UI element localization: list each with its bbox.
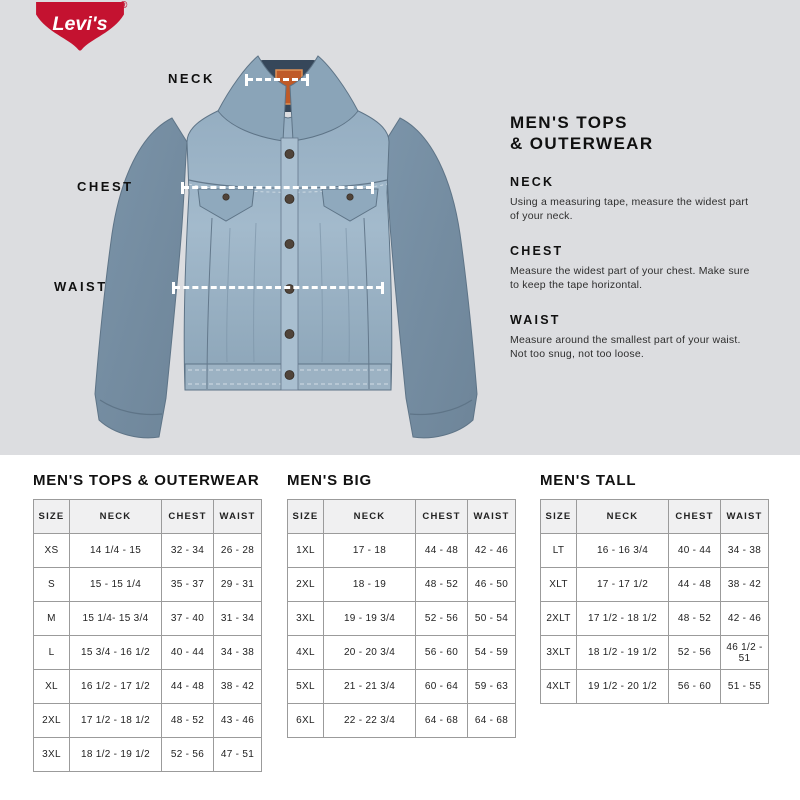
measurement-cell: 31 - 34: [214, 602, 262, 636]
column-header: CHEST: [162, 500, 214, 534]
table-block-tall: [540, 472, 769, 704]
table-title: MEN'S TOPS & OUTERWEAR: [33, 472, 260, 489]
size-cell: 4XL: [288, 636, 324, 670]
measurement-cell: 40 - 44: [162, 636, 214, 670]
column-header: SIZE: [288, 500, 324, 534]
table-header-row: [34, 500, 262, 534]
measurement-cell: 40 - 44: [669, 534, 721, 568]
size-row: [541, 602, 769, 636]
measurement-cell: 17 - 18: [324, 534, 416, 568]
measurement-cell: 38 - 42: [721, 568, 769, 602]
measurement-cell: 48 - 52: [416, 568, 468, 602]
size-table-tall: [540, 499, 769, 704]
size-cell: 2XLT: [541, 602, 577, 636]
measurement-cell: 59 - 63: [468, 670, 516, 704]
measurement-cell: 15 1/4- 15 3/4: [70, 602, 162, 636]
measurement-cell: 17 1/2 - 18 1/2: [577, 602, 669, 636]
size-cell: LT: [541, 534, 577, 568]
guide-section-chest: [510, 244, 775, 292]
guide-body: Measure the widest part of your chest. Make sure to keep the tape horizontal.: [510, 265, 750, 291]
waist-measure-line: [174, 286, 382, 289]
table-block-tops-outerwear: [33, 472, 262, 772]
measurement-cell: 56 - 60: [416, 636, 468, 670]
measurement-cell: 52 - 56: [416, 602, 468, 636]
jacket-placket: [281, 138, 298, 390]
jacket-left-sleeve: [95, 118, 187, 438]
measurement-cell: 44 - 48: [416, 534, 468, 568]
measurement-cell: 22 - 22 3/4: [324, 704, 416, 738]
table-block-big: [287, 472, 516, 738]
measurement-cell: 34 - 38: [721, 534, 769, 568]
measurement-cell: 52 - 56: [162, 738, 214, 772]
guide-title: [510, 112, 775, 154]
table-title: MEN'S TALL: [540, 472, 637, 489]
measurement-cell: 56 - 60: [669, 670, 721, 704]
measurement-cell: 19 1/2 - 20 1/2: [577, 670, 669, 704]
column-header: CHEST: [416, 500, 468, 534]
measurement-cell: 48 - 52: [162, 704, 214, 738]
table-header-row: [288, 500, 516, 534]
chest-callout-label: CHEST: [77, 179, 134, 194]
size-cell: 2XL: [288, 568, 324, 602]
measurement-cell: 52 - 56: [669, 636, 721, 670]
measurement-cell: 44 - 48: [669, 568, 721, 602]
size-table-big: [287, 499, 516, 738]
guide-heading: WAIST: [510, 313, 561, 327]
guide-section-waist: [510, 313, 775, 361]
column-header: NECK: [577, 500, 669, 534]
size-table-tops-outerwear: [33, 499, 262, 772]
measurement-cell: 46 1/2 - 51: [721, 636, 769, 670]
measurement-cell: 18 1/2 - 19 1/2: [577, 636, 669, 670]
measurement-cell: 19 - 19 3/4: [324, 602, 416, 636]
levis-wordmark: Levi's: [52, 12, 108, 35]
measurement-cell: 18 1/2 - 19 1/2: [70, 738, 162, 772]
size-row: [541, 568, 769, 602]
measurement-cell: 16 - 16 3/4: [577, 534, 669, 568]
registered-trademark-icon: ®: [120, 0, 128, 11]
size-cell: L: [34, 636, 70, 670]
size-row: [288, 704, 516, 738]
measurement-cell: 44 - 48: [162, 670, 214, 704]
column-header: NECK: [70, 500, 162, 534]
size-row: [34, 670, 262, 704]
column-header: CHEST: [669, 500, 721, 534]
guide-title-line1: MEN'S TOPS: [510, 113, 628, 132]
measurement-cell: 34 - 38: [214, 636, 262, 670]
size-cell: 4XLT: [541, 670, 577, 704]
measurement-cell: 29 - 31: [214, 568, 262, 602]
measurement-cell: 32 - 34: [162, 534, 214, 568]
measurement-cell: 50 - 54: [468, 602, 516, 636]
neck-callout-label: NECK: [168, 71, 215, 86]
measurement-cell: 14 1/4 - 15: [70, 534, 162, 568]
measurement-cell: 64 - 68: [468, 704, 516, 738]
size-row: [34, 568, 262, 602]
size-row: [288, 636, 516, 670]
measurement-cell: 38 - 42: [214, 670, 262, 704]
measurement-cell: 35 - 37: [162, 568, 214, 602]
size-cell: 2XL: [34, 704, 70, 738]
measurement-cell: 43 - 46: [214, 704, 262, 738]
measurement-cell: 37 - 40: [162, 602, 214, 636]
size-row: [541, 670, 769, 704]
jacket-right-sleeve: [385, 118, 477, 438]
size-cell: 3XL: [288, 602, 324, 636]
guide-body: Measure around the smallest part of your waist. Not too snug, not too loose.: [510, 334, 741, 360]
size-row: [34, 704, 262, 738]
size-cell: XS: [34, 534, 70, 568]
size-row: [541, 636, 769, 670]
size-cell: XLT: [541, 568, 577, 602]
size-row: [34, 534, 262, 568]
size-row: [34, 738, 262, 772]
column-header: SIZE: [34, 500, 70, 534]
size-tables-section: [0, 455, 800, 800]
size-row: [288, 568, 516, 602]
measurement-cell: 17 - 17 1/2: [577, 568, 669, 602]
size-row: [34, 636, 262, 670]
levis-logo: [35, 0, 128, 54]
guide-body: Using a measuring tape, measure the widest part of your neck.: [510, 196, 749, 222]
measurement-cell: 64 - 68: [416, 704, 468, 738]
measurement-cell: 46 - 50: [468, 568, 516, 602]
measurement-cell: 16 1/2 - 17 1/2: [70, 670, 162, 704]
chest-measure-line: [183, 186, 372, 189]
measuring-guide: [510, 112, 775, 361]
table-header-row: [541, 500, 769, 534]
column-header: SIZE: [541, 500, 577, 534]
levis-batwing-icon: [35, 0, 128, 54]
measurement-cell: 17 1/2 - 18 1/2: [70, 704, 162, 738]
size-cell: 6XL: [288, 704, 324, 738]
measurement-cell: 21 - 21 3/4: [324, 670, 416, 704]
size-row: [288, 534, 516, 568]
measurement-cell: 42 - 46: [468, 534, 516, 568]
jacket-illustration: [70, 48, 490, 452]
neck-measure-line: [247, 78, 307, 81]
measurement-cell: 48 - 52: [669, 602, 721, 636]
size-cell: 1XL: [288, 534, 324, 568]
column-header: WAIST: [721, 500, 769, 534]
size-cell: M: [34, 602, 70, 636]
guide-heading: CHEST: [510, 244, 564, 258]
table-title: MEN'S BIG: [287, 472, 372, 489]
size-cell: XL: [34, 670, 70, 704]
measurement-cell: 26 - 28: [214, 534, 262, 568]
column-header: WAIST: [468, 500, 516, 534]
measurement-cell: 20 - 20 3/4: [324, 636, 416, 670]
size-row: [541, 534, 769, 568]
waist-callout-label: WAIST: [54, 279, 108, 294]
size-cell: 3XL: [34, 738, 70, 772]
measurement-cell: 60 - 64: [416, 670, 468, 704]
size-row: [34, 602, 262, 636]
measurement-cell: 47 - 51: [214, 738, 262, 772]
size-cell: 3XLT: [541, 636, 577, 670]
measurement-cell: 15 - 15 1/4: [70, 568, 162, 602]
measurement-cell: 54 - 59: [468, 636, 516, 670]
measurement-cell: 51 - 55: [721, 670, 769, 704]
column-header: WAIST: [214, 500, 262, 534]
measurement-cell: 15 3/4 - 16 1/2: [70, 636, 162, 670]
guide-title-line2: & OUTERWEAR: [510, 134, 654, 153]
size-row: [288, 670, 516, 704]
size-cell: 5XL: [288, 670, 324, 704]
column-header: NECK: [324, 500, 416, 534]
measurement-cell: 18 - 19: [324, 568, 416, 602]
measurement-cell: 42 - 46: [721, 602, 769, 636]
size-row: [288, 602, 516, 636]
guide-section-neck: [510, 175, 775, 223]
size-cell: S: [34, 568, 70, 602]
guide-heading: NECK: [510, 175, 555, 189]
